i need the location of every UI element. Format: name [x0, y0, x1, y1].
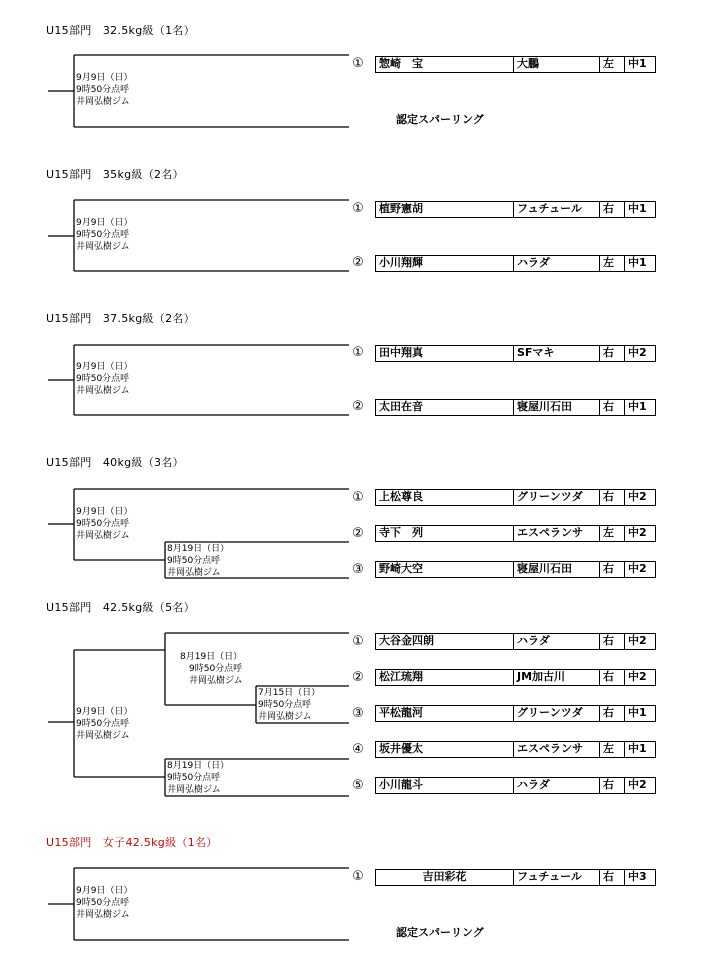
entry-number: ①	[352, 634, 364, 649]
entry-name: 田中翔真	[376, 346, 514, 361]
entry-gym: 大鵬	[514, 57, 600, 72]
entry-grade: 中2	[628, 346, 647, 359]
schedule-text: 9月9日（日） 9時50分点呼 井岡弘樹ジム	[76, 362, 133, 396]
entry-grade: 中2	[628, 778, 647, 791]
entry-row	[375, 869, 656, 886]
entry-number: ①	[352, 201, 364, 216]
entry-number: ①	[352, 869, 364, 884]
entry-grade: 中1	[628, 57, 647, 70]
entry-row	[375, 705, 656, 722]
sparring-note: 認定スパーリング	[396, 926, 484, 939]
entry-name: 惣崎 宝	[376, 57, 514, 72]
entry-row	[375, 777, 656, 794]
entry-gym: グリーンツダ	[514, 490, 600, 505]
entry-gym: ハラダ	[514, 634, 600, 649]
section-title: U15部門 女子42.5kg級（1名）	[46, 836, 218, 849]
entry-row	[375, 399, 656, 416]
entry-row	[375, 56, 656, 73]
entry-hand: 右	[600, 634, 625, 649]
entry-gym: 寝屋川石田	[514, 562, 600, 577]
schedule-text: 8月19日（日） 9時50分点呼 井岡弘樹ジム	[180, 652, 243, 686]
entry-hand: 右	[600, 778, 625, 793]
entry-row	[375, 669, 656, 686]
entry-hand: 右	[600, 870, 625, 885]
entry-number: ①	[352, 345, 364, 360]
schedule-note	[76, 217, 132, 253]
entry-hand: 右	[600, 400, 625, 415]
entry-gym: エスペランサ	[514, 742, 600, 757]
entry-grade: 中2	[628, 526, 647, 539]
schedule-note	[76, 72, 132, 108]
entry-grade: 中1	[628, 706, 647, 719]
entry-grade: 中1	[628, 742, 647, 755]
section-title: U15部門 32.5kg級（1名）	[46, 24, 195, 37]
entry-grade: 中1	[628, 202, 647, 215]
entry-name: 吉田彩花	[376, 870, 514, 885]
schedule-text: 8月19日（日） 9時50分点呼 井岡弘樹ジム	[167, 544, 230, 578]
entry-hand: 左	[600, 526, 625, 541]
entry-gym: フュチュール	[514, 870, 600, 885]
entry-grade: 中2	[628, 490, 647, 503]
entry-hand: 右	[600, 346, 625, 361]
schedule-text: 9月9日（日） 9時50分点呼 井岡弘樹ジム	[76, 707, 133, 741]
entry-grade: 中1	[628, 400, 647, 413]
entry-row	[375, 633, 656, 650]
entry-number: ②	[352, 399, 364, 414]
entry-grade: 中3	[628, 870, 647, 883]
entry-hand: 左	[600, 256, 625, 271]
entry-grade: 中2	[628, 562, 647, 575]
entry-number: ⑤	[352, 778, 364, 793]
section-title: U15部門 40kg級（3名）	[46, 456, 184, 469]
entry-grade: 中2	[628, 670, 647, 683]
entry-number: ②	[352, 670, 364, 685]
entry-name: 小川翔輝	[376, 256, 514, 271]
schedule-text: 9月9日（日） 9時50分点呼 井岡弘樹ジム	[76, 218, 133, 252]
entry-name: 坂井優太	[376, 742, 514, 757]
schedule-text: 8月19日（日） 9時50分点呼 井岡弘樹ジム	[167, 761, 230, 795]
entry-name: 太田在音	[376, 400, 514, 415]
entry-number: ③	[352, 562, 364, 577]
entry-hand: 左	[600, 57, 625, 72]
schedule-text: 9月9日（日） 9時50分点呼 井岡弘樹ジム	[76, 73, 133, 107]
entry-gym: 寝屋川石田	[514, 400, 600, 415]
entry-row	[375, 345, 656, 362]
entry-name: 平松龍河	[376, 706, 514, 721]
entry-row	[375, 201, 656, 218]
entry-row	[375, 525, 656, 542]
schedule-note	[76, 506, 132, 542]
entry-hand: 右	[600, 670, 625, 685]
section-title: U15部門 37.5kg級（2名）	[46, 312, 195, 325]
sub-schedule-note	[167, 543, 229, 579]
entry-number: ①	[352, 56, 364, 71]
entry-gym: JM加古川	[514, 670, 600, 685]
entry-row	[375, 255, 656, 272]
schedule-text: 7月15日（日） 9時50分点呼 井岡弘樹ジム	[258, 688, 321, 722]
entry-name: 大谷金四朗	[376, 634, 514, 649]
entry-number: ④	[352, 742, 364, 757]
entry-row	[375, 561, 656, 578]
entry-hand: 右	[600, 490, 625, 505]
entry-grade: 中2	[628, 634, 647, 647]
schedule-note	[76, 361, 132, 397]
entry-hand: 右	[600, 202, 625, 217]
entry-gym: ハラダ	[514, 778, 600, 793]
entry-grade: 中1	[628, 256, 647, 269]
sub-schedule-note	[180, 651, 243, 687]
entry-gym: フュチュール	[514, 202, 600, 217]
entry-name: 植野憲胡	[376, 202, 514, 217]
entry-row	[375, 741, 656, 758]
entry-name: 野崎大空	[376, 562, 514, 577]
entry-gym: SFマキ	[514, 346, 600, 361]
entry-hand: 右	[600, 562, 625, 577]
entry-name: 上松尊良	[376, 490, 514, 505]
sub-schedule-note	[167, 760, 229, 796]
section-title: U15部門 42.5kg級（5名）	[46, 601, 195, 614]
entry-number: ②	[352, 255, 364, 270]
sub-schedule-note	[258, 687, 320, 723]
entry-name: 寺下 列	[376, 526, 514, 541]
schedule-note	[76, 706, 132, 742]
section-title: U15部門 35kg級（2名）	[46, 168, 184, 181]
entry-hand: 左	[600, 742, 625, 757]
entry-name: 松江琉翔	[376, 670, 514, 685]
entry-gym: エスペランサ	[514, 526, 600, 541]
schedule-note	[76, 885, 132, 921]
entry-row	[375, 489, 656, 506]
entry-number: ②	[352, 526, 364, 541]
entry-gym: ハラダ	[514, 256, 600, 271]
schedule-text: 9月9日（日） 9時50分点呼 井岡弘樹ジム	[76, 507, 133, 541]
entry-name: 小川龍斗	[376, 778, 514, 793]
entry-gym: グリーンツダ	[514, 706, 600, 721]
schedule-text: 9月9日（日） 9時50分点呼 井岡弘樹ジム	[76, 886, 133, 920]
entry-hand: 右	[600, 706, 625, 721]
entry-number: ①	[352, 490, 364, 505]
entry-number: ③	[352, 706, 364, 721]
sparring-note: 認定スパーリング	[396, 113, 484, 126]
